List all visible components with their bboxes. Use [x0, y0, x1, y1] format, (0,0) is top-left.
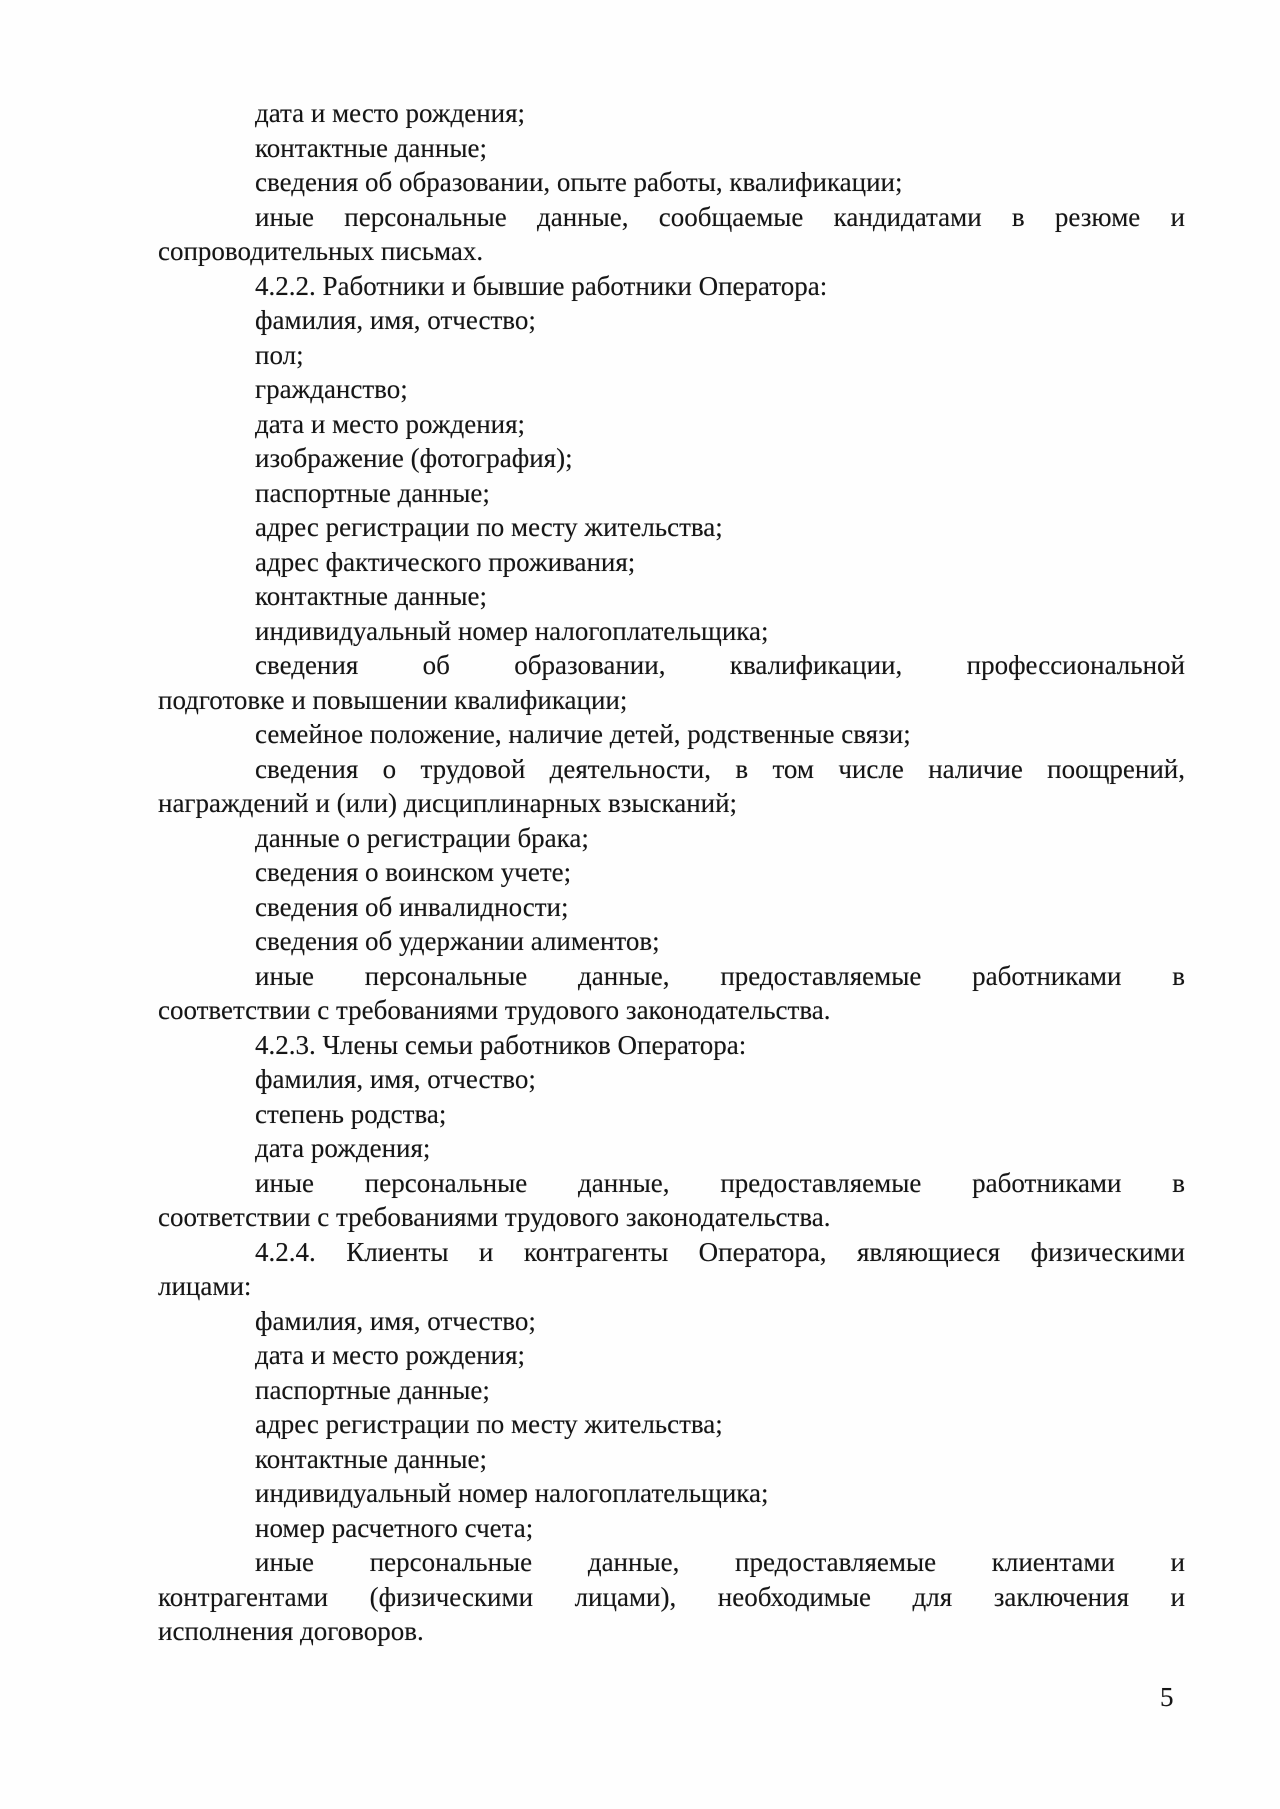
document-text-block [158, 96, 1185, 1649]
text-line: контактные данные; [255, 581, 487, 611]
text-line: подготовке и повышении квалификации; [158, 684, 628, 715]
text-line: соответствии с требованиями трудового законодательства. [158, 1202, 831, 1232]
text-line: данные о регистрации брака; [255, 822, 589, 853]
text-line: адрес регистрации по месту жительства; [255, 512, 723, 542]
text-line: сопроводительных письмах. [158, 236, 484, 266]
text-line: награждений и (или) дисциплинарных взысканий; [158, 788, 738, 818]
text-line: адрес регистрации по месту жительства; [255, 1409, 723, 1439]
section-heading-4-2-4: 4.2.4. Клиенты и контрагенты Оператора, являющиеся физическими [255, 1236, 1185, 1267]
text-line: степень родства; [255, 1098, 447, 1129]
text-line: изображение (фотография); [255, 443, 573, 473]
page-number: 5 [1160, 1682, 1174, 1712]
text-line: сведения об образовании, квалификации, профессиональной [255, 650, 1185, 680]
text-line: дата и место рождения; [255, 408, 526, 439]
text-line: индивидуальный номер налогоплательщика; [255, 615, 769, 646]
text-line: иные персональные данные, сообщаемые кандидатами в резюме и [255, 201, 1185, 232]
text-line: дата и место рождения; [255, 98, 526, 128]
text-line: индивидуальный номер налогоплательщика; [255, 1478, 769, 1508]
text-line: иные персональные данные, предоставляемые работниками в [255, 1167, 1185, 1198]
section-heading-4-2-2: 4.2.2. Работники и бывшие работники Оператора: [255, 270, 828, 301]
text-line: гражданство; [255, 374, 408, 404]
text-line: адрес фактического проживания; [255, 546, 636, 577]
text-line: паспортные данные; [255, 1374, 490, 1405]
text-line: исполнения договоров. [158, 1616, 424, 1646]
text-line: сведения об инвалидности; [255, 891, 569, 922]
text-line: сведения об удержании алиментов; [255, 926, 660, 956]
text-line: соответствии с требованиями трудового законодательства. [158, 995, 831, 1025]
text-line: иные персональные данные, предоставляемые клиентами и [255, 1547, 1185, 1577]
text-line: сведения об образовании, опыте работы, квалификации; [255, 167, 903, 197]
text-line: дата рождения; [255, 1133, 431, 1163]
text-line: контрагентами (физическими лицами), необходимые для заключения и [158, 1581, 1185, 1612]
text-line: паспортные данные; [255, 477, 490, 508]
text-line: иные персональные данные, предоставляемые работниками в [255, 960, 1185, 991]
section-heading-4-2-3: 4.2.3. Члены семьи работников Оператора: [255, 1029, 747, 1060]
text-line: пол; [255, 339, 304, 370]
text-line: дата и место рождения; [255, 1340, 526, 1370]
scan-artifact [975, 1178, 981, 1183]
text-line: сведения о воинском учете; [255, 857, 572, 887]
text-line: номер расчетного счета; [255, 1512, 534, 1543]
text-line: лицами: [158, 1271, 252, 1301]
text-line: сведения о трудовой деятельности, в том числе наличие поощрений, [255, 753, 1185, 784]
text-line: фамилия, имя, отчество; [255, 1305, 536, 1336]
text-line: семейное положение, наличие детей, родственные связи; [255, 719, 911, 749]
text-line: фамилия, имя, отчество; [255, 1064, 536, 1094]
text-line: фамилия, имя, отчество; [255, 305, 536, 335]
text-line: контактные данные; [255, 1443, 487, 1474]
text-line: контактные данные; [255, 132, 487, 163]
